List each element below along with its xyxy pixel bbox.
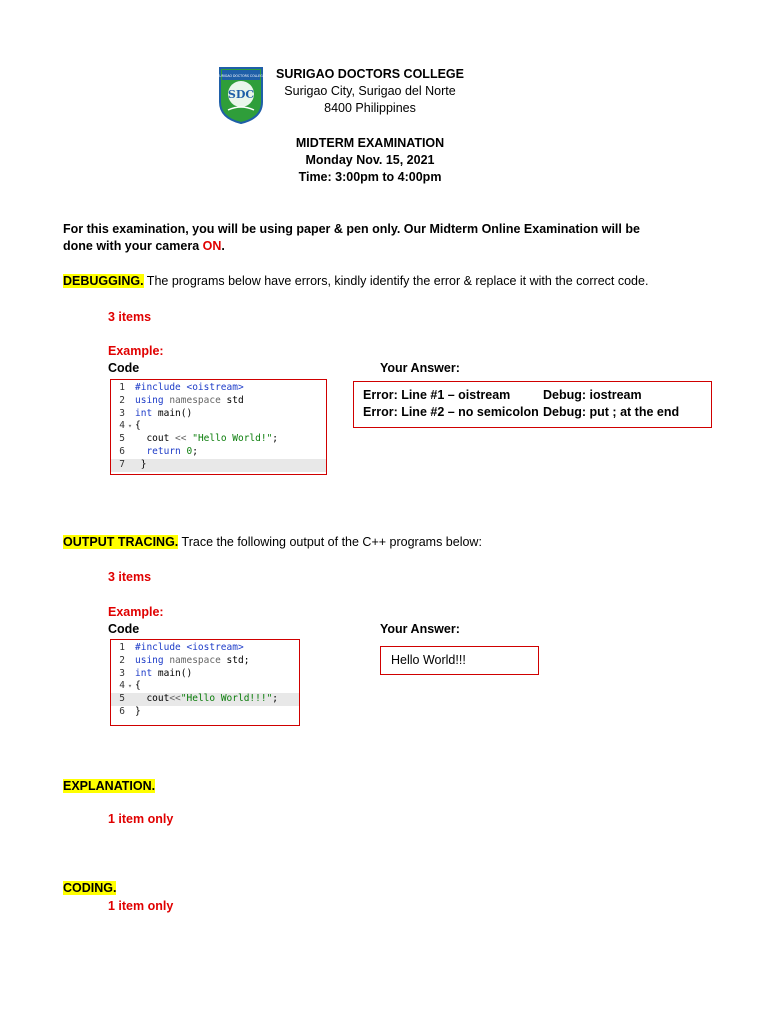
output-tracing-instruction (63, 534, 723, 551)
code-token: { (135, 680, 141, 692)
exam-title: MIDTERM EXAMINATION (295, 136, 445, 150)
code-token: namespace (163, 394, 227, 406)
code-token: int (135, 407, 153, 419)
code-line (111, 655, 299, 668)
line-number: 6 (119, 445, 125, 457)
fold-arrow-icon[interactable]: ▾ (127, 682, 133, 691)
code-line (111, 459, 326, 472)
intro-highlight: ON (202, 239, 222, 253)
debugging-instruction (63, 273, 723, 290)
address-line-2: 8400 Philippines (324, 101, 416, 115)
code-token: namespace (163, 654, 227, 666)
debugging-fix-1: Debug: iostream (543, 388, 642, 402)
address-line-1: Surigao City, Surigao del Norte (284, 84, 456, 98)
line-number: 7 (119, 458, 125, 470)
code-token: std (226, 394, 244, 406)
debugging-error-2: Error: Line #2 – no semicolon (363, 405, 539, 419)
code-token: #include <oistream> (135, 382, 244, 393)
code-token: ; (272, 693, 279, 705)
code-token: "Hello World!!!" (180, 693, 273, 705)
code-text (135, 655, 249, 668)
code-text (135, 693, 278, 706)
code-line (111, 693, 299, 706)
code-token: << (175, 433, 187, 445)
line-number: 2 (119, 394, 125, 406)
debugging-answer-label: Your Answer: (380, 361, 460, 375)
output-tracing-code-label: Code (108, 622, 140, 636)
line-number: 1 (119, 382, 125, 393)
fold-arrow-icon[interactable]: ▾ (127, 422, 133, 431)
code-text (135, 408, 192, 421)
output-tracing-example-label: Example: (108, 605, 164, 619)
line-number: 5 (119, 433, 125, 445)
code-token: int (135, 667, 153, 679)
line-number: 3 (119, 407, 125, 419)
code-token: main() (152, 667, 193, 679)
logo-text: SURIGAO DOCTORS COLLEGE (218, 74, 264, 78)
debugging-example-label: Example: (108, 344, 164, 358)
intro-end: . (221, 239, 225, 253)
intro-text: For this examination, you will be using paper & pen only. Our Midterm Online Examination will be done with your camera (63, 222, 640, 253)
code-token: ; (272, 433, 279, 445)
code-text (135, 420, 141, 433)
output-tracing-instruction-text: Trace the following output of the C++ programs below: (178, 535, 482, 549)
code-token: using (135, 654, 164, 666)
line-number: 6 (119, 705, 125, 717)
output-tracing-answer-label: Your Answer: (380, 622, 460, 636)
line-number: 3 (119, 667, 125, 679)
code-text (135, 642, 244, 655)
coding-count: 1 item only (108, 899, 174, 913)
code-token: std; (226, 654, 250, 666)
code-line (111, 420, 326, 433)
code-line (111, 642, 299, 655)
code-line (111, 706, 299, 719)
code-token: #include <iostream> (135, 642, 244, 653)
code-text (135, 706, 141, 719)
line-number: 4 (119, 420, 125, 432)
debugging-answer-box (353, 381, 712, 428)
explanation-heading (63, 778, 155, 795)
code-token: using (135, 394, 164, 406)
code-text (135, 433, 278, 446)
debugging-heading: DEBUGGING. (63, 274, 144, 288)
code-token: 0 (186, 445, 193, 457)
code-line (111, 433, 326, 446)
code-token: "Hello World!" (186, 433, 273, 445)
code-text (135, 382, 244, 395)
code-token: } (135, 458, 147, 470)
intro-paragraph (63, 221, 673, 255)
coding-heading-text: CODING. (63, 881, 117, 895)
code-text (135, 680, 141, 693)
explanation-count: 1 item only (108, 812, 174, 826)
output-tracing-heading: OUTPUT TRACING. (63, 535, 179, 549)
output-tracing-answer: Hello World!!! (391, 653, 466, 667)
college-name: SURIGAO DOCTORS COLLEGE (276, 67, 464, 81)
code-text (135, 459, 146, 472)
output-tracing-code-block (110, 639, 300, 726)
coding-heading (63, 880, 116, 897)
debugging-instruction-text: The programs below have errors, kindly identify the error & replace it with the correct code. (143, 274, 649, 288)
debugging-count: 3 items (108, 310, 152, 324)
output-tracing-count: 3 items (108, 570, 152, 584)
exam-time: Time: 3:00pm to 4:00pm (298, 170, 442, 184)
code-token: cout (135, 693, 170, 705)
code-token: } (135, 705, 141, 717)
explanation-heading-text: EXPLANATION. (63, 779, 156, 793)
debugging-code-block (110, 379, 327, 475)
code-token: return (146, 445, 181, 457)
logo-monogram: SDC (227, 88, 255, 101)
code-token (135, 446, 146, 457)
code-line (111, 395, 326, 408)
code-line (111, 668, 299, 681)
code-line (111, 680, 299, 693)
line-number: 2 (119, 654, 125, 666)
code-token: cout (135, 433, 176, 445)
line-number: 1 (119, 642, 125, 653)
code-token: main() (152, 407, 193, 419)
code-token: << (169, 693, 181, 705)
output-tracing-answer-box (380, 646, 539, 675)
debugging-code-label: Code (108, 361, 140, 375)
code-text (135, 668, 192, 681)
code-token: { (135, 420, 141, 432)
code-text (135, 395, 244, 408)
exam-date: Monday Nov. 15, 2021 (305, 153, 435, 167)
code-token: ; (192, 445, 198, 457)
code-line (111, 408, 326, 421)
code-line (111, 446, 326, 459)
code-line (111, 382, 326, 395)
debugging-error-1: Error: Line #1 – oistream (363, 388, 511, 402)
line-number: 5 (119, 693, 125, 705)
code-text (135, 446, 198, 459)
debugging-fix-2: Debug: put ; at the end (543, 405, 680, 419)
line-number: 4 (119, 680, 125, 692)
